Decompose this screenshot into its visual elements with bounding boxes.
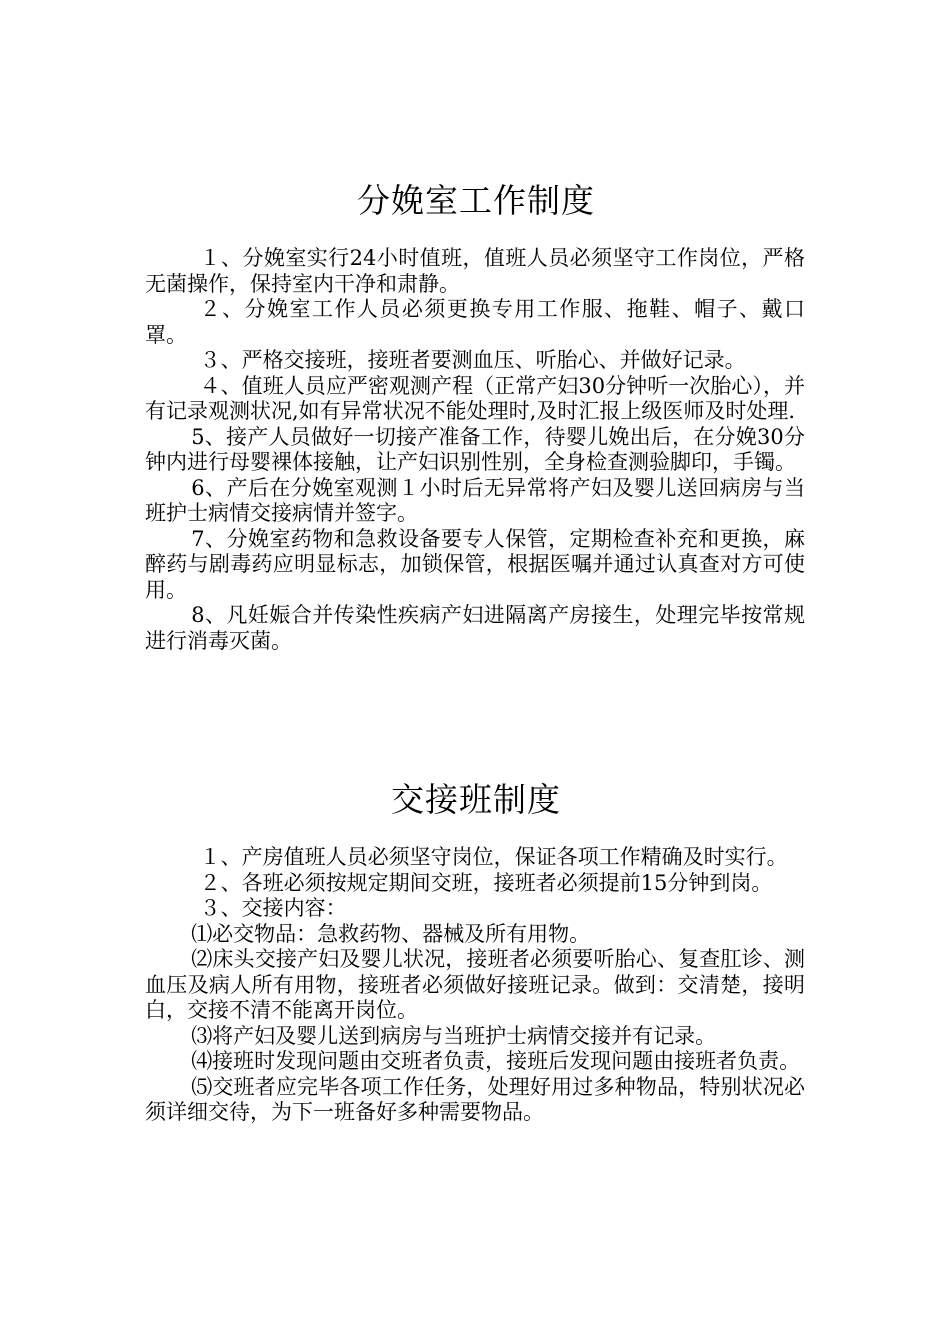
section-shift-handover-rules bbox=[145, 775, 805, 1126]
sub-item-paragraph: ⑶将产妇及婴儿送到病房与当班护士病情交接并有记录。 bbox=[191, 1023, 717, 1048]
rule-paragraph: ４、值班人员应严密观测产程（正常产妇30分钟听一次胎心），并有记录观测状况,如有异常状况不能处理时,及时汇报上级医师及时处理. bbox=[145, 373, 805, 423]
sub-item-paragraph: ⑴必交物品：急救药物、器械及所有用物。 bbox=[191, 921, 591, 946]
rule-paragraph: 6、产后在分娩室观测１小时后无异常将产妇及婴儿送回病房与当班护士病情交接病情并签字。 bbox=[145, 475, 805, 525]
section-title: 分娩室工作制度 bbox=[357, 181, 595, 220]
rule-paragraph: １、产房值班人员必须坚守岗位，保证各项工作精确及时实行。 bbox=[199, 845, 788, 869]
sub-item-paragraph: ⑷接班时发现问题由交班者负责，接班后发现问题由接班者负责。 bbox=[191, 1049, 801, 1073]
rule-paragraph: ２、分娩室工作人员必须更换专用工作服、拖鞋、帽子、戴口罩。 bbox=[145, 297, 805, 347]
sub-item-paragraph: ⑵床头交接产妇及婴儿状况，接班者必须要听胎心、复查肛诊、测血压及病人所有用物，接班者必须做好接班记录。做到：交清楚，接明白，交接不清不能离开岗位。 bbox=[145, 947, 805, 1022]
section-title: 交接班制度 bbox=[391, 780, 561, 819]
section-body bbox=[145, 246, 805, 654]
rule-paragraph: ２、各班必须按规定期间交班，接班者必须提前15分钟到岗。 bbox=[199, 870, 773, 895]
rule-paragraph: 5、接产人员做好一切接产准备工作，待婴儿娩出后，在分娩30分钟内进行母婴裸体接触，让产妇识别性别，全身检查测验脚印，手镯。 bbox=[145, 424, 805, 474]
rule-paragraph: １、分娩室实行24小时值班，值班人员必须坚守工作岗位，严格无菌操作，保持室内干净和肃静。 bbox=[145, 246, 805, 296]
section-body bbox=[145, 845, 805, 1126]
rule-paragraph: 8、凡妊娠合并传染性疾病产妇进隔离产房接生，处理完毕按常规进行消毒灭菌。 bbox=[145, 603, 805, 653]
rule-paragraph: 7、分娩室药物和急救设备要专人保管，定期检查补充和更换，麻醉药与剧毒药应明显标志，加锁保管，根据医嘱并通过认真查对方可使用。 bbox=[145, 526, 805, 602]
rule-paragraph: ３、严格交接班，接班者要测血压、听胎心、并做好记录。 bbox=[199, 348, 746, 372]
section-delivery-room-rules bbox=[145, 176, 805, 654]
sub-item-paragraph: ⑸交班者应完毕各项工作任务，处理好用过多种物品，特别状况必须详细交待，为下一班备好多种需要物品。 bbox=[145, 1074, 805, 1124]
rule-paragraph: ３、交接内容： bbox=[199, 896, 347, 920]
